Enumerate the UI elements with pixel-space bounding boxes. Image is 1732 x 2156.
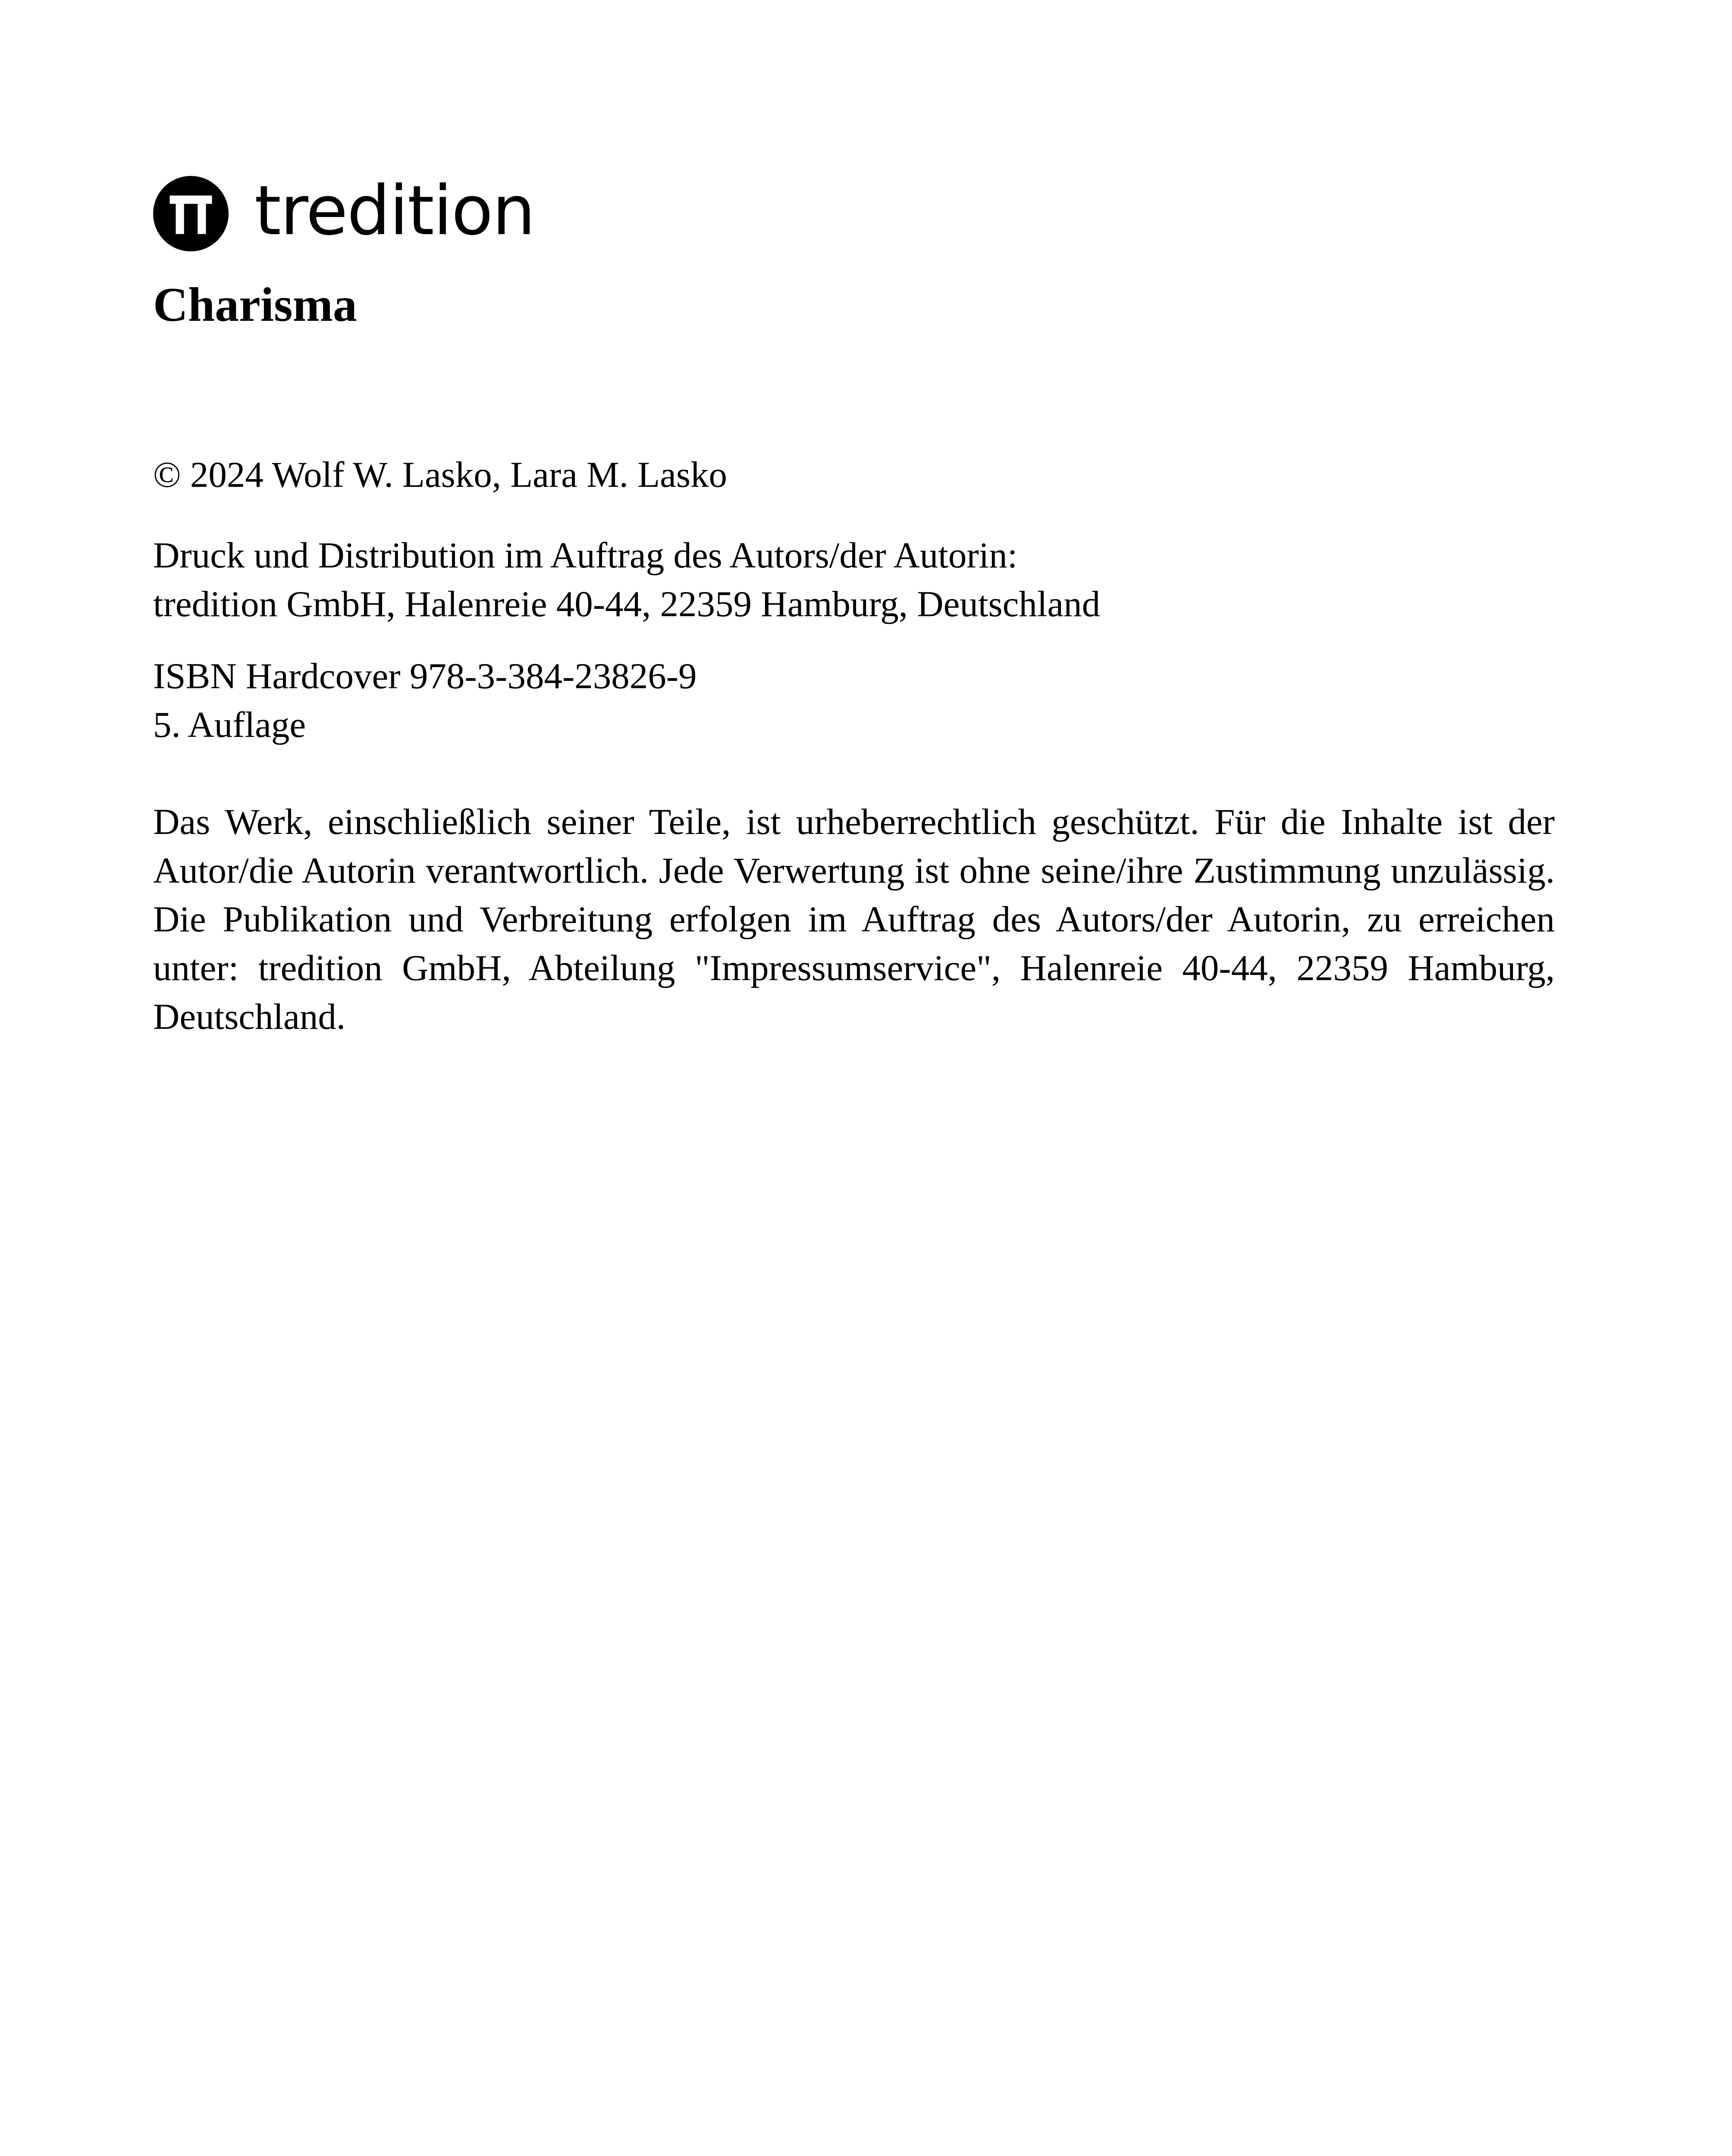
print-distribution-info <box>153 531 1555 629</box>
legal-notice: Das Werk, einschließlich seiner Teile, ist urheberrechtlich geschützt. Für die Inhalte ist der Autor/die Autorin verantwortlich. Jede Verwertung ist ohne seine/ihre Zustimmung unzulässig. Die Publikation und Verbreitung erfolgen im Auftrag des Autors/der Autorin, zu erreichen unter: tredition GmbH, Abteilung "Impressumservice", Halenreie 40-44, 22359 Hamburg, Deutschland. <box>153 802 1555 1037</box>
book-title: Charisma <box>153 278 357 332</box>
edition-number: 5. Auflage <box>153 705 306 745</box>
print-distribution-line: Druck und Distribution im Auftrag des Autors/der Autorin: <box>153 535 1018 576</box>
publisher-logo-text: tredition <box>254 171 535 251</box>
isbn-info <box>153 652 1555 749</box>
copyright-notice: © 2024 Wolf W. Lasko, Lara M. Lasko <box>153 454 727 495</box>
publisher-logo <box>153 171 535 252</box>
publisher-address-line: tredition GmbH, Halenreie 40-44, 22359 Hamburg, Deutschland <box>153 584 1101 624</box>
tredition-logo-icon <box>153 176 229 251</box>
isbn-number: ISBN Hardcover 978-3-384-23826-9 <box>153 656 697 696</box>
